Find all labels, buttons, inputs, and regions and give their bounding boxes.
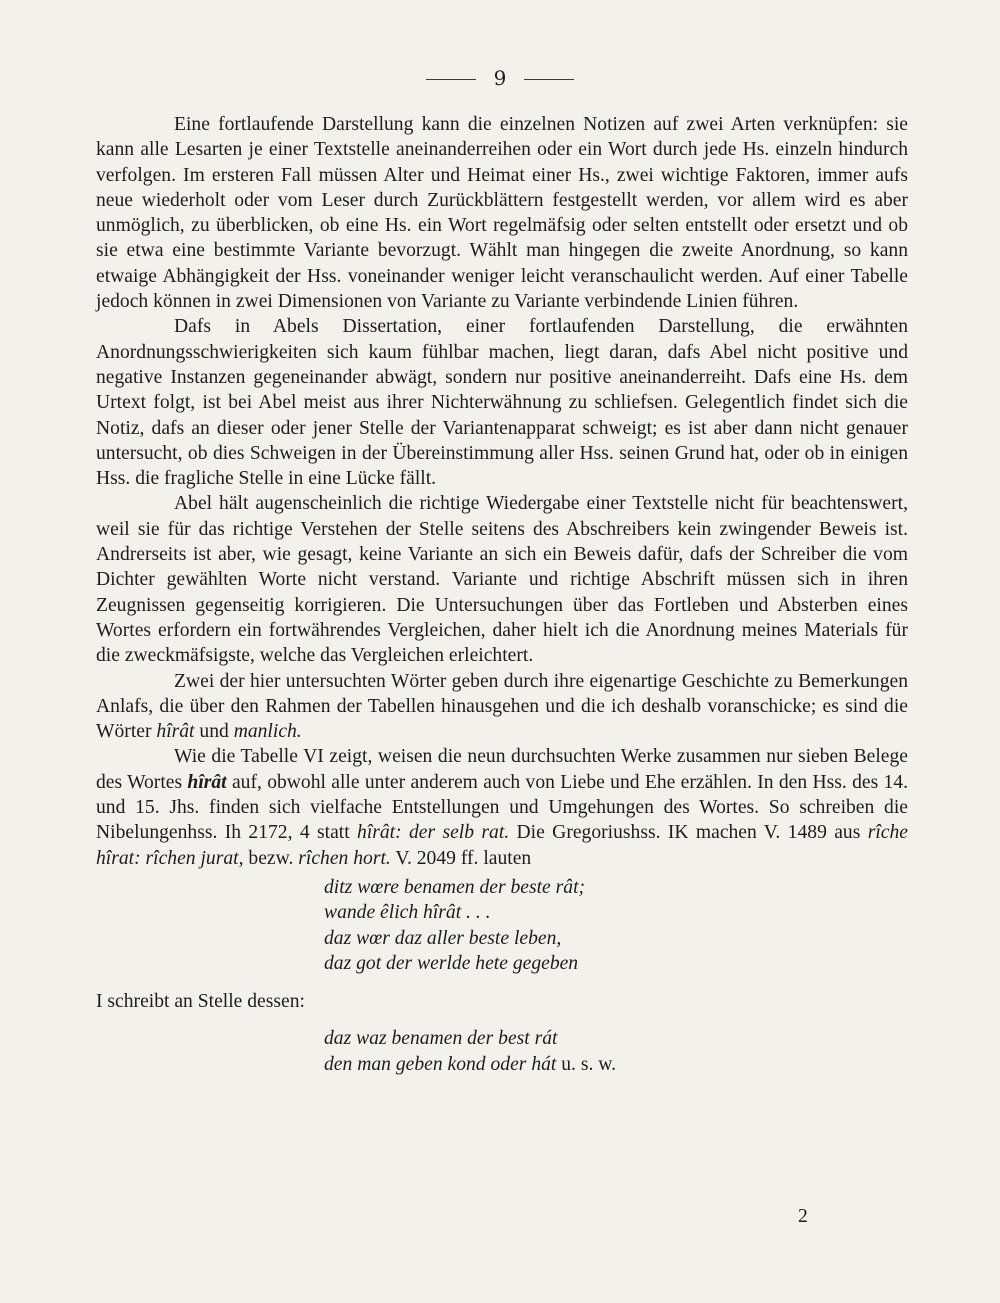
verse-line: ditz wœre benamen der beste rât;: [324, 876, 586, 898]
italic-quote: rîche hîrat: rîchen jurat,: [96, 822, 908, 869]
paragraph: [96, 669, 908, 745]
paragraph: Eine fortlaufende Darstellung kann die einzelnen Notizen auf zwei Arten verknüpfen: sie kann alle Lesarten je einer Textstelle aneinanderreihen oder ein Wort durch jede Hs. einzeln hindurch verfolgen. Im ersteren Fall müssen Alter und Heimat einer Hs., zwei wichtige Faktoren, immer aufs neue wiederholt oder vom Leser durch Zurückblättern festgestellt werden, vor allem wird es aber unmöglich, zu überblicken, ob eine Hs. ein Wort regelmäfsig oder selten entstellt oder ersetzt und ob sie etwa eine bestimmte Variante bevorzugt. Wählt man hingegen die zweite Anordnung, so kann etwaige Abhängigkeit der Hss. voneinander weniger leicht veranschaulicht werden. Auf einer Tabelle jedoch können in zwei Dimensionen von Variante zu Variante verbindende Linien führen.: [96, 114, 908, 313]
text-run: V. 2049 ff. lauten: [390, 847, 532, 869]
page-number: 9: [493, 66, 507, 90]
verse-line: daz waz benamen der best rát: [324, 1028, 558, 1050]
verse-line: daz wœr daz aller beste leben,: [324, 927, 562, 949]
body-text: [96, 112, 908, 1081]
verse-line: daz got der werlde hete gegeben: [324, 953, 579, 975]
text-run: Die Gregoriushss. IK machen V. 1489 aus: [509, 822, 868, 844]
italic-quote: hîrât: der selb rat.: [357, 822, 510, 844]
verse-quotation: [324, 1026, 908, 1077]
header-rule-right: [524, 79, 574, 80]
verse-line: [324, 1052, 908, 1078]
paragraph: Abel hält augenscheinlich die richtige Wiedergabe einer Textstelle nicht für beachtenswert, weil sie für das richtige Verstehen der Stelle seitens des Abschreibers kein zwingender Beweis ist. Andrerseits ist aber, wie gesagt, keine Variante an sich ein Beweis dafür, dafs der Schreiber die vom Dichter gewählten Worte nicht verstand. Variante und richtige Abschrift müssen sich in ihren Zeugnissen gegenseitig korrigieren. Die Untersuchungen über das Fortleben und Absterben eines Wortes erfordern ein fortwährendes Vergleichen, daher hielt ich die Anordnung meines Materials für die zweckmäfsigste, welche das Vergleichen erleichtert.: [96, 493, 908, 667]
text-run: Zwei der hier untersuchten Wörter geben durch ihre eigenartige Geschichte zu Bemerkungen Anlafs, die über den Rahmen der Tabellen hinausgehen und die ich deshalb voranschicke; es sind die Wörter: [96, 670, 908, 743]
italic-quote: rîchen hort.: [298, 847, 391, 869]
verse-quotation: [324, 875, 908, 977]
verse-text: den man geben kond oder hát: [324, 1053, 557, 1075]
italic-word: manlich.: [233, 721, 302, 743]
italic-word: hîrât: [156, 721, 195, 743]
paragraph: [96, 744, 908, 870]
verse-tail: u. s. w.: [556, 1053, 617, 1075]
plain-line: I schreibt an Stelle dessen:: [96, 990, 305, 1012]
signature-mark: 2: [798, 1206, 808, 1227]
page-header: [0, 64, 1000, 92]
text-run: auf, obwohl alle unter anderem auch von Liebe und Ehe erzählen. In den Hss. des 14. und 15. Jhs. finden sich vielfache Entstellungen und Umgehungen des Wortes. So schreiben die Nibelungenhss. Ih 2172, 4 statt: [96, 771, 908, 844]
text-run: Wie die Tabelle VI zeigt, weisen die neun durchsuchten Werke zusammen nur sieben Belege des Wortes: [96, 746, 908, 793]
text-run: und: [194, 721, 234, 743]
header-rule-left: [426, 79, 476, 80]
paragraph: Dafs in Abels Dissertation, einer fortlaufenden Darstellung, die erwähnten Anordnungsschwierigkeiten sich kaum fühlbar machen, liegt daran, dafs Abel nicht positive und negative Instanzen gegeneinander abwägt, sondern nur positive aneinanderreiht. Dafs eine Hs. dem Urtext folgt, ist bei Abel meist aus ihrer Nichterwähnung zu schliefsen. Gelegentlich findet sich die Notiz, dafs an dieser oder jener Stelle der Variantenapparat schweigt; es ist aber dann nicht genauer untersucht, ob dies Schweigen in der Übereinstimmung aller Hss. seinen Grund hat, oder ob in einigen Hss. die fragliche Stelle in eine Lücke fällt.: [96, 316, 908, 490]
text-run: bezw.: [243, 847, 299, 869]
verse-line: wande êlich hîrât . . .: [324, 902, 491, 924]
bold-italic-word: hîrât: [187, 771, 227, 793]
